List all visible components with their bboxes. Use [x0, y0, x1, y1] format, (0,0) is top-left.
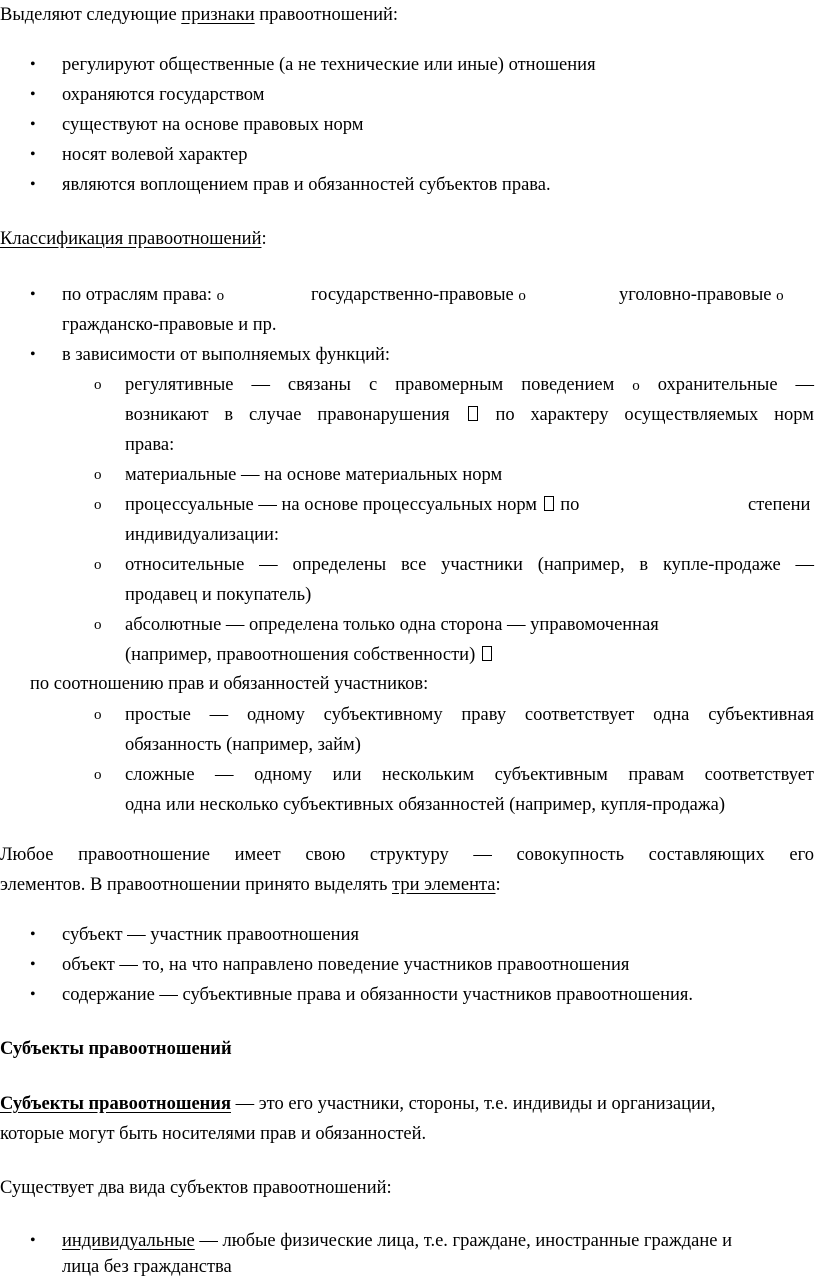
types-intro: Существует два вида субъектов правоотношений: [0, 1178, 392, 1198]
absolute-line-2 [125, 640, 494, 670]
ratio-label: по соотношению прав и обязанностей участников: [30, 674, 429, 694]
procedural-by: по [555, 495, 580, 515]
procedural-line-1 [125, 490, 579, 520]
relative-text: относительные — определены все участники (например, в купле-продаже — [125, 555, 814, 575]
simple-line-2: обязанность (например, займ) [125, 735, 361, 755]
missing-glyph-icon [482, 646, 492, 661]
branch-line-1c [619, 280, 784, 311]
complex-text: сложные — одному или нескольким субъективным правам соответствует [125, 765, 814, 785]
regulative-text: регулятивные — связаны с правомерным поведением [125, 375, 633, 395]
structure-text: Любое правоотношение имеет свою структуру — совокупность составляющих его [0, 845, 814, 865]
bullet-icon: • [30, 1232, 36, 1249]
procedural-line-2: индивидуализации: [125, 525, 280, 545]
absolute-example: (например, правоотношения собственности) [125, 645, 480, 665]
branch-line-1a [62, 280, 224, 311]
list-item: объект — то, на что направлено поведение участников правоотношения [62, 955, 630, 975]
circle-bullet-icon: o [94, 767, 102, 783]
list-item: регулируют общественные (а не технические или иные) отношения [62, 55, 596, 75]
list-item: содержание — субъективные права и обязанности участников правоотношения. [62, 985, 694, 1005]
classification-colon: : [261, 229, 267, 249]
protective-text: охранительные — [657, 375, 815, 395]
list-item: являются воплощением прав и обязанностей субъектов права. [62, 175, 551, 195]
individual-text: — любые физические лица, т.е. граждане, иностранные граждане и [194, 1231, 732, 1251]
structure-line-1 [0, 840, 814, 870]
list-item: субъект — участник правоотношения [62, 925, 359, 945]
structure-colon: : [495, 875, 501, 895]
list-item: носят волевой характер [62, 145, 248, 165]
relative-line-2: продавец и покупатель) [125, 585, 312, 605]
intro-tail: правоотношений: [254, 5, 399, 25]
circle-bullet-icon: o [632, 378, 640, 394]
procedural-degree: степени [748, 495, 811, 515]
regulative-line-3: права: [125, 435, 175, 455]
bullet-icon: • [30, 86, 36, 103]
bullet-icon: • [30, 56, 36, 73]
regulative-line-1 [125, 370, 814, 401]
circle-bullet-icon: o [94, 707, 102, 723]
intro-text: Выделяют следующие [0, 5, 182, 25]
bullet-icon: • [30, 176, 36, 193]
bullet-icon: • [30, 346, 36, 363]
branch-criminal-law: уголовно-правовые [619, 285, 777, 305]
bullet-icon: • [30, 956, 36, 973]
protective-cont: возникают в случае правонарушения [125, 405, 466, 425]
circle-bullet-icon: o [518, 288, 526, 304]
functions-label: в зависимости от выполняемых функций: [62, 345, 391, 365]
bullet-icon: • [30, 286, 36, 303]
circle-bullet-icon: o [94, 497, 102, 513]
branch-line-1b [311, 280, 526, 311]
branch-label: по отраслям права: [62, 285, 217, 305]
bullet-icon: • [30, 926, 36, 943]
branch-state-law: государственно-правовые [311, 285, 519, 305]
missing-glyph-icon [468, 406, 478, 421]
subjects-heading: Субъекты правоотношений [0, 1039, 232, 1059]
circle-bullet-icon: o [94, 617, 102, 633]
classification-heading [0, 224, 267, 254]
classification-link[interactable]: Классификация правоотношений [0, 229, 262, 249]
complex-line-1 [125, 760, 814, 790]
procedural-text: процессуальные — на основе процессуальных норм [125, 495, 542, 515]
norms-character-text: по характеру осуществляемых норм [479, 405, 814, 425]
branch-civil-law: гражданско-правовые и пр. [62, 315, 277, 335]
subjects-def-line-1 [0, 1089, 715, 1119]
bullet-icon: • [30, 986, 36, 1003]
relative-line-1 [125, 550, 814, 580]
intro-paragraph [0, 0, 398, 30]
three-elements-link[interactable]: три элемента [392, 875, 496, 895]
subjects-def-line-2: которые могут быть носителями прав и обязанностей. [0, 1124, 427, 1144]
subjects-def-text: — это его участники, стороны, т.е. индивиды и организации, [230, 1094, 716, 1114]
absolute-line-1: абсолютные — определена только одна сторона — управомоченная [125, 615, 659, 635]
structure-text-2: элементов. В правоотношении принято выделять [0, 875, 393, 895]
list-item: охраняются государством [62, 85, 265, 105]
complex-line-2: одна или несколько субъективных обязанностей (например, купля-продажа) [125, 795, 726, 815]
simple-line-1 [125, 700, 814, 730]
subjects-term-link[interactable]: Субъекты правоотношения [0, 1094, 231, 1114]
individual-link[interactable]: индивидуальные [62, 1231, 195, 1251]
bullet-icon: • [30, 116, 36, 133]
list-item: существуют на основе правовых норм [62, 115, 364, 135]
structure-line-2 [0, 870, 501, 900]
simple-text: простые — одному субъективному праву соответствует одна субъективная [125, 705, 814, 725]
circle-bullet-icon: o [216, 288, 225, 304]
circle-bullet-icon: o [94, 377, 102, 393]
circle-bullet-icon: o [94, 467, 102, 483]
regulative-line-2 [125, 400, 814, 430]
missing-glyph-icon [544, 496, 554, 511]
bullet-icon: • [30, 146, 36, 163]
circle-bullet-icon: o [776, 288, 784, 304]
material-item: материальные — на основе материальных норм [125, 465, 503, 485]
individual-line-2: лица без гражданства [62, 1257, 232, 1277]
circle-bullet-icon: o [94, 557, 102, 573]
signs-link[interactable]: признаки [181, 5, 255, 25]
